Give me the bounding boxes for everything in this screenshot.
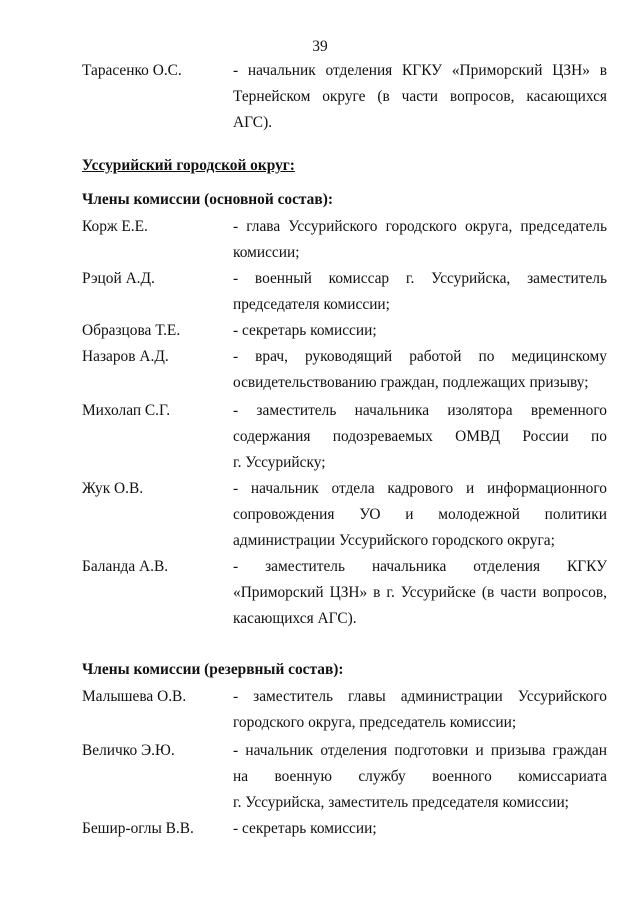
role-line: г. Уссурийску; <box>233 454 326 471</box>
member-name: Тарасенко О.С. <box>82 62 182 79</box>
role-line: сопровождения УО и молодежной политики <box>233 506 607 523</box>
role-line: - начальник отдела кадрового и информационного <box>233 480 607 497</box>
member-role <box>233 58 607 136</box>
role-line: комиссии; <box>233 244 300 261</box>
role-line: г. Уссурийска, заместитель председателя комиссии; <box>233 794 569 811</box>
role-line: на военную службу военного комиссариата <box>233 768 607 785</box>
main-members-heading: Члены комиссии (основной состав): <box>82 191 333 208</box>
member-role <box>233 344 607 396</box>
member-role <box>233 738 607 816</box>
member-role <box>233 476 607 554</box>
member-name: Малышева О.В. <box>82 688 187 705</box>
role-line: - секретарь комиссии; <box>233 820 377 837</box>
role-line: - заместитель начальника отделения КГКУ <box>233 558 607 575</box>
role-line: - военный комиссар г. Уссурийска, заместитель <box>233 270 607 287</box>
member-name: Корж Е.Е. <box>82 218 148 235</box>
role-line: - начальник отделения подготовки и призыва граждан <box>233 742 607 759</box>
member-role <box>233 266 607 318</box>
member-role <box>233 398 607 476</box>
role-line: - заместитель главы администрации Уссурийского <box>233 688 607 705</box>
role-line: Тернейском округе (в части вопросов, касающихся <box>233 88 607 105</box>
member-name: Назаров А.Д. <box>82 348 169 365</box>
role-line: - секретарь комиссии; <box>233 322 377 339</box>
role-line: - глава Уссурийского городского округа, председатель <box>233 218 607 235</box>
page-number: 39 <box>312 38 328 55</box>
role-line: «Приморский ЦЗН» в г. Уссурийске (в части вопросов, <box>233 584 607 601</box>
role-line: городского округа, председатель комиссии; <box>233 714 517 731</box>
reserve-members-heading: Члены комиссии (резервный состав): <box>82 661 344 678</box>
member-name: Образцова Т.Е. <box>82 322 181 339</box>
member-role <box>233 816 607 842</box>
role-line: - начальник отделения КГКУ «Приморский ЦЗН» в <box>233 62 607 79</box>
member-name: Баланда А.В. <box>82 558 169 575</box>
role-line: освидетельствованию граждан, подлежащих призыву; <box>233 374 589 391</box>
member-role <box>233 554 607 632</box>
role-line: содержания подозреваемых ОМВД России по <box>233 428 607 445</box>
member-name: Рэцой А.Д. <box>82 270 155 287</box>
member-role <box>233 318 607 344</box>
role-line: - заместитель начальника изолятора временного <box>233 402 607 419</box>
member-role <box>233 214 607 266</box>
role-line: - врач, руководящий работой по медицинскому <box>233 348 607 365</box>
role-line: администрации Уссурийского городского округа; <box>233 532 555 549</box>
role-line: председателя комиссии; <box>233 296 390 313</box>
member-role <box>233 684 607 736</box>
district-heading: Уссурийский городской округ: <box>82 157 295 174</box>
member-name: Бешир-оглы В.В. <box>82 820 194 837</box>
member-name: Величко Э.Ю. <box>82 742 175 759</box>
role-line: АГС). <box>233 114 273 131</box>
member-name: Жук О.В. <box>82 480 144 497</box>
member-name: Михолап С.Г. <box>82 402 171 419</box>
role-line: касающихся АГС). <box>233 610 357 627</box>
